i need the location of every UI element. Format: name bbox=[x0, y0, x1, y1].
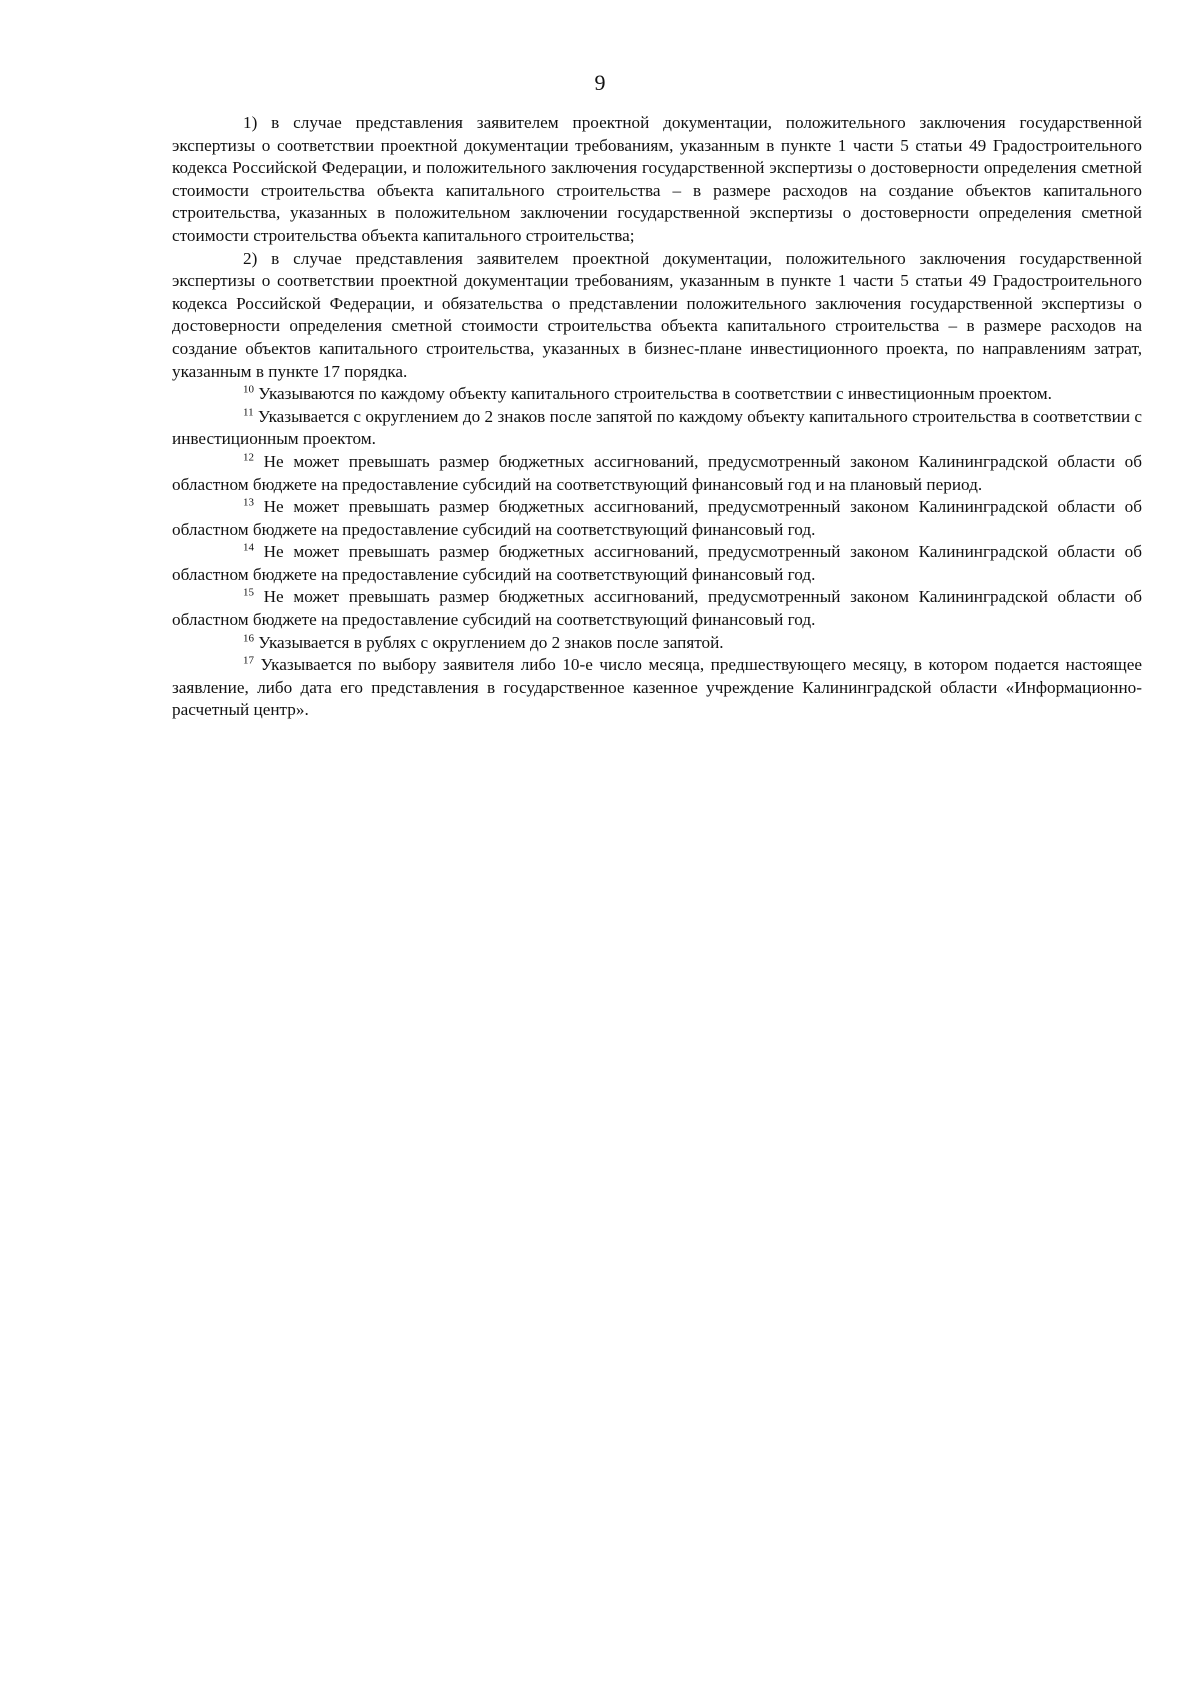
footnote-15 bbox=[172, 586, 1142, 631]
footnote-13 bbox=[172, 496, 1142, 541]
footnote-16 bbox=[172, 632, 1142, 655]
footnote-12 bbox=[172, 451, 1142, 496]
footnote-text: Указывается по выбору заявителя либо 10-е число месяца, предшествующего месяцу, в котором подается настоящее заявление, либо дата его представления в государственное казенное учреждение Калининградской области «Информационно-расчетный центр». bbox=[172, 655, 1142, 720]
footnote-mark: 12 bbox=[243, 451, 254, 464]
footnote-text: Не может превышать размер бюджетных ассигнований, предусмотренный законом Калининградской области об областном бюджете на предоставление субсидий на соответствующий финансовый год и на плановый период. bbox=[172, 451, 1142, 494]
footnote-text: Не может превышать размер бюджетных ассигнований, предусмотренный законом Калининградской области об областном бюджете на предоставление субсидий на соответствующий финансовый год. bbox=[172, 542, 1142, 584]
footnote-mark: 14 bbox=[243, 541, 254, 554]
paragraph-1: 1) в случае представления заявителем проектной документации, положительного заключения государственной экспертизы о соответствии проектной документации требованиям, указанным в пункте 1 части 5 статьи 49 Градостроительного кодекса Российской Федерации, и положительного заключения государственной экспертизы о достоверности определения сметной стоимости строительства объекта капитального строительства – в размере расходов на создание объектов капитального строительства, указанных в положительном заключении государственной экспертизы о достоверности определения сметной стоимости строительства объекта капитального строительства; bbox=[172, 113, 1142, 245]
footnote-text: Не может превышать размер бюджетных ассигнований, предусмотренный законом Калининградской области об областном бюджете на предоставление субсидий на соответствующий финансовый год. bbox=[172, 497, 1142, 539]
footnote-mark: 15 bbox=[243, 586, 254, 599]
footnote-mark: 13 bbox=[243, 496, 254, 509]
footnote-text: Указываются по каждому объекту капитального строительства в соответствии с инвестиционным проектом. bbox=[254, 384, 1052, 404]
footnote-mark: 11 bbox=[243, 405, 254, 418]
footnote-text: Указывается с округлением до 2 знаков после запятой по каждому объекту капитального строительства в соответствии с инвестиционным проектом. bbox=[172, 406, 1142, 449]
footnote-mark: 17 bbox=[243, 654, 254, 667]
document-body bbox=[172, 112, 1142, 722]
footnote-10 bbox=[172, 383, 1142, 406]
page-number: 9 bbox=[594, 70, 606, 95]
paragraph-2: 2) в случае представления заявителем проектной документации, положительного заключения государственной экспертизы о соответствии проектной документации требованиям, указанным в пункте 1 части 5 статьи 49 Градостроительного кодекса Российской Федерации, и обязательства о представлении положительного заключения государственной экспертизы о достоверности определения сметной стоимости строительства объекта капитального строительства – в размере расходов на создание объектов капитального строительства, указанных в бизнес-плане инвестиционного проекта, по направлениям затрат, указанным в пункте 17 порядка. bbox=[172, 248, 1142, 381]
footnote-text: Не может превышать размер бюджетных ассигнований, предусмотренный законом Калининградской области об областном бюджете на предоставление субсидий на соответствующий финансовый год. bbox=[172, 587, 1142, 630]
footnote-text: Указывается в рублях с округлением до 2 знаков после запятой. bbox=[254, 632, 724, 652]
footnote-14 bbox=[172, 541, 1142, 586]
footnote-mark: 10 bbox=[243, 383, 254, 396]
footnote-mark: 16 bbox=[243, 631, 254, 644]
footnote-11 bbox=[172, 406, 1142, 451]
footnote-17 bbox=[172, 654, 1142, 722]
